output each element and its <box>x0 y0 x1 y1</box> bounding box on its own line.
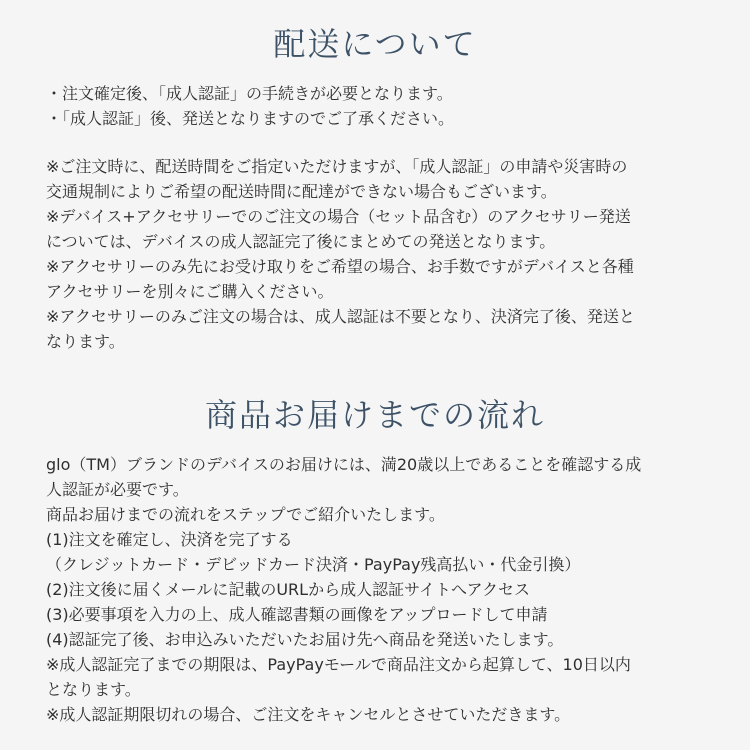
flow-line: 商品お届けまでの流れをステップでご紹介いたします。 <box>46 505 445 524</box>
flow-step-detail: （クレジットカード・デビッドカード決済・PayPay残高払い・代金引換） <box>46 555 581 574</box>
flow-step: (1)注文を確定し、決済を完了する <box>46 530 293 549</box>
shipping-note-line: アクセサリーを別々にご購入ください。 <box>46 282 334 301</box>
flow-note-line: ※成人認証期限切れの場合、ご注文をキャンセルとさせていただきます。 <box>46 705 571 724</box>
shipping-note-line: ※ご注文時に、配送時間をご指定いただけますが、「成人認証」の申請や災害時の <box>46 157 628 176</box>
shipping-note-line: なります。 <box>46 332 125 351</box>
flow-line: 人認証が必要です。 <box>46 480 189 499</box>
flow-note-line: ※成人認証完了までの期限は、PayPayモールで商品注文から起算して、10日以内 <box>46 655 631 674</box>
flow-title: 商品お届けまでの流れ <box>204 396 545 434</box>
flow-note-line: となります。 <box>46 680 141 699</box>
shipping-note-line: については、デバイスの成人認証完了後にまとめての発送となります。 <box>46 232 556 251</box>
flow-line: glo（TM）ブランドのデバイスのお届けには、満20歳以上であることを確認する成 <box>46 455 642 474</box>
shipping-note-line: ※アクセサリーのみ先にお受け取りをご希望の場合、お手数ですがデバイスと各種 <box>46 257 634 276</box>
shipping-note-line: ※デバイス+アクセサリーでのご注文の場合（セット品含む）のアクセサリー発送 <box>46 207 631 226</box>
shipping-title: 配送について <box>273 25 477 63</box>
flow-step: (3)必要事項を入力の上、成人確認書類の画像をアップロードして申請 <box>46 605 548 624</box>
flow-step: (4)認証完了後、お申込みいただいたお届け先へ商品を発送いたします。 <box>46 630 564 649</box>
shipping-note-line: ※アクセサリーのみご注文の場合は、成人認証は不要となり、決済完了後、発送と <box>46 307 635 326</box>
shipping-note-line: 交通規制によりご希望の配送時間に配達ができない場合もございます。 <box>46 182 557 201</box>
shipping-bullet: ・注文確定後、「成人認証」の手続きが必要となります。 <box>46 84 453 103</box>
shipping-bullet: ・「成人認証」後、発送となりますのでご了承ください。 <box>46 109 455 128</box>
flow-step: (2)注文後に届くメールに記載のURLから成人認証サイトへアクセス <box>46 580 531 599</box>
